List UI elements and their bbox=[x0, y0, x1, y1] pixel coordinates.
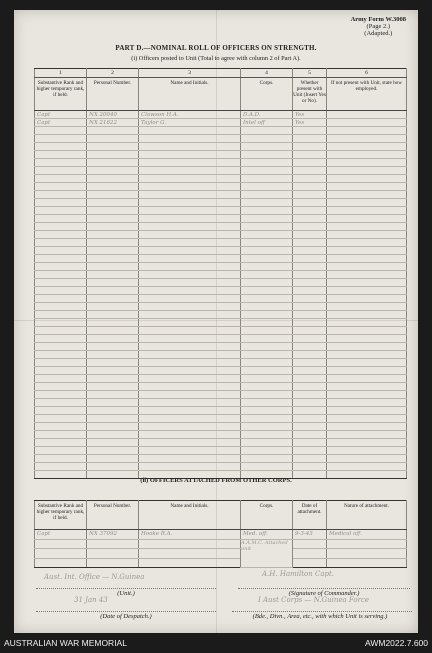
cell-rank: Capt bbox=[35, 530, 87, 540]
table-row bbox=[35, 111, 407, 119]
officers-roll-table bbox=[34, 68, 407, 479]
table-row bbox=[35, 255, 407, 263]
table-row bbox=[35, 359, 407, 367]
cell-present: Yes bbox=[293, 119, 327, 127]
table-row bbox=[35, 431, 407, 439]
despatch-line bbox=[36, 611, 216, 612]
form-identifier bbox=[351, 16, 406, 37]
table-row bbox=[35, 239, 407, 247]
header-corps: Corps. bbox=[241, 501, 293, 530]
unit-handwritten: Aust. Int. Office — N.Guinea bbox=[44, 573, 145, 581]
header-attachment-nature: Nature of attachment. bbox=[327, 501, 407, 530]
cell-corps: Med. off. bbox=[241, 530, 293, 540]
table-row bbox=[35, 367, 407, 375]
header-present: Whether present with Unit (Insert Yes or No). bbox=[293, 78, 327, 111]
table-row bbox=[35, 151, 407, 159]
commander-line bbox=[238, 588, 410, 589]
header-name: Name and Initials. bbox=[139, 78, 241, 111]
header-personal-number: Personal Number. bbox=[87, 501, 139, 530]
table-row bbox=[35, 159, 407, 167]
table-row bbox=[35, 143, 407, 151]
cell-date: 9-3-43 bbox=[293, 530, 327, 540]
table-row bbox=[35, 383, 407, 391]
column-number: 3 bbox=[139, 69, 241, 78]
table-row bbox=[35, 207, 407, 215]
attached-officers-table bbox=[34, 500, 407, 568]
cell-nature: Medical off. bbox=[327, 530, 407, 540]
table-row bbox=[35, 549, 407, 559]
corps-note-cell bbox=[241, 539, 293, 568]
header-name: Name and Initials. bbox=[139, 501, 241, 530]
column-number: 5 bbox=[293, 69, 327, 78]
cell-rank: Capt bbox=[35, 111, 87, 119]
bde-label: (Bde., Divn., Area, etc., with which Unit is serving.) bbox=[252, 613, 388, 620]
header-rank: Substantive Rank and higher temporary rank, if held. bbox=[35, 78, 87, 111]
part-d-title: PART D.—NOMINAL ROLL OF OFFICERS ON STRENGTH. bbox=[115, 44, 317, 52]
table-row bbox=[35, 415, 407, 423]
cell-corps: Intel off bbox=[241, 119, 293, 127]
table-row bbox=[35, 463, 407, 471]
cell-number: NX 20040 bbox=[87, 111, 139, 119]
blank-rows bbox=[35, 127, 407, 479]
cell-corps: D.A.D. bbox=[241, 111, 293, 119]
unit-line bbox=[36, 588, 216, 589]
table-row bbox=[35, 439, 407, 447]
cell-name: Clawson H.A. bbox=[139, 111, 241, 119]
table-row bbox=[35, 175, 407, 183]
unit-label: (Unit.) bbox=[117, 590, 135, 597]
cell-number: NX 37092 bbox=[87, 530, 139, 540]
cell-present: Yes bbox=[293, 111, 327, 119]
header-personal-number: Personal Number. bbox=[87, 78, 139, 111]
table-row bbox=[35, 351, 407, 359]
table-row bbox=[35, 539, 407, 549]
table-row bbox=[35, 447, 407, 455]
column-number: 1 bbox=[35, 69, 87, 78]
table-row bbox=[35, 127, 407, 135]
table-row bbox=[35, 119, 407, 127]
header-attachment-date: Date of attachment. bbox=[293, 501, 327, 530]
table-row bbox=[35, 391, 407, 399]
table-row bbox=[35, 343, 407, 351]
attached-section-title: (ii) OFFICERS ATTACHED FROM OTHER CORPS. bbox=[140, 477, 292, 484]
column-header-row bbox=[35, 78, 407, 111]
bde-handwritten: I Aust Corps — N.Guinea Force bbox=[258, 596, 370, 604]
table-row bbox=[35, 399, 407, 407]
cell-name: Taylor G. bbox=[139, 119, 241, 127]
cell-employed bbox=[327, 119, 407, 127]
cell-number: NX 21622 bbox=[87, 119, 139, 127]
table-row bbox=[35, 215, 407, 223]
column-number: 6 bbox=[327, 69, 407, 78]
table-row bbox=[35, 231, 407, 239]
despatch-handwritten: 31 Jan 43 bbox=[74, 596, 108, 604]
table-row bbox=[35, 191, 407, 199]
table-row bbox=[35, 375, 407, 383]
table-row bbox=[35, 319, 407, 327]
table-row bbox=[35, 530, 407, 540]
attached-header-row bbox=[35, 501, 407, 530]
column-number: 2 bbox=[87, 69, 139, 78]
table-row bbox=[35, 263, 407, 271]
header-rank: Substantive Rank and higher temporary rank, if held. bbox=[35, 501, 87, 530]
corps-note: A.A.M.C. Attached unit bbox=[241, 539, 288, 552]
table-row bbox=[35, 167, 407, 175]
form-adapted: (Adapted.) bbox=[364, 30, 393, 37]
table-row bbox=[35, 423, 407, 431]
column-number: 4 bbox=[241, 69, 293, 78]
form-sheet bbox=[14, 10, 418, 633]
table-row bbox=[35, 287, 407, 295]
footer-institution: AUSTRALIAN WAR MEMORIAL bbox=[4, 638, 127, 648]
table-row bbox=[35, 199, 407, 207]
cell-employed bbox=[327, 111, 407, 119]
part-d-subtitle: (i) Officers posted to Unit (Total to agree with column 2 of Part A). bbox=[131, 55, 301, 62]
column-number-row bbox=[35, 69, 407, 78]
header-corps: Corps. bbox=[241, 78, 293, 111]
header-employment: If not present with Unit, state how employed. bbox=[327, 78, 407, 111]
table-row bbox=[35, 183, 407, 191]
table-row bbox=[35, 455, 407, 463]
form-page: (Page 2.) bbox=[366, 23, 391, 30]
table-row bbox=[35, 279, 407, 287]
cell-rank: Capt bbox=[35, 119, 87, 127]
table-row bbox=[35, 295, 407, 303]
table-row bbox=[35, 327, 407, 335]
commander-label: (Signature of Commander.) bbox=[288, 590, 360, 597]
form-name: Army Form W.3008 bbox=[350, 16, 406, 23]
table-row bbox=[35, 407, 407, 415]
table-row bbox=[35, 311, 407, 319]
despatch-label: (Date of Despatch.) bbox=[100, 613, 152, 620]
bde-line bbox=[232, 611, 412, 612]
table-row bbox=[35, 223, 407, 231]
table-row bbox=[35, 271, 407, 279]
footer-accession-number: AWM2022.7.600 bbox=[365, 638, 428, 648]
commander-signature: A.H. Hamilton Capt. bbox=[262, 570, 335, 578]
table-row bbox=[35, 247, 407, 255]
table-row bbox=[35, 335, 407, 343]
table-row bbox=[35, 135, 407, 143]
table-row bbox=[35, 558, 407, 568]
cell-name: Hooke R.A. bbox=[139, 530, 241, 540]
table-row bbox=[35, 303, 407, 311]
